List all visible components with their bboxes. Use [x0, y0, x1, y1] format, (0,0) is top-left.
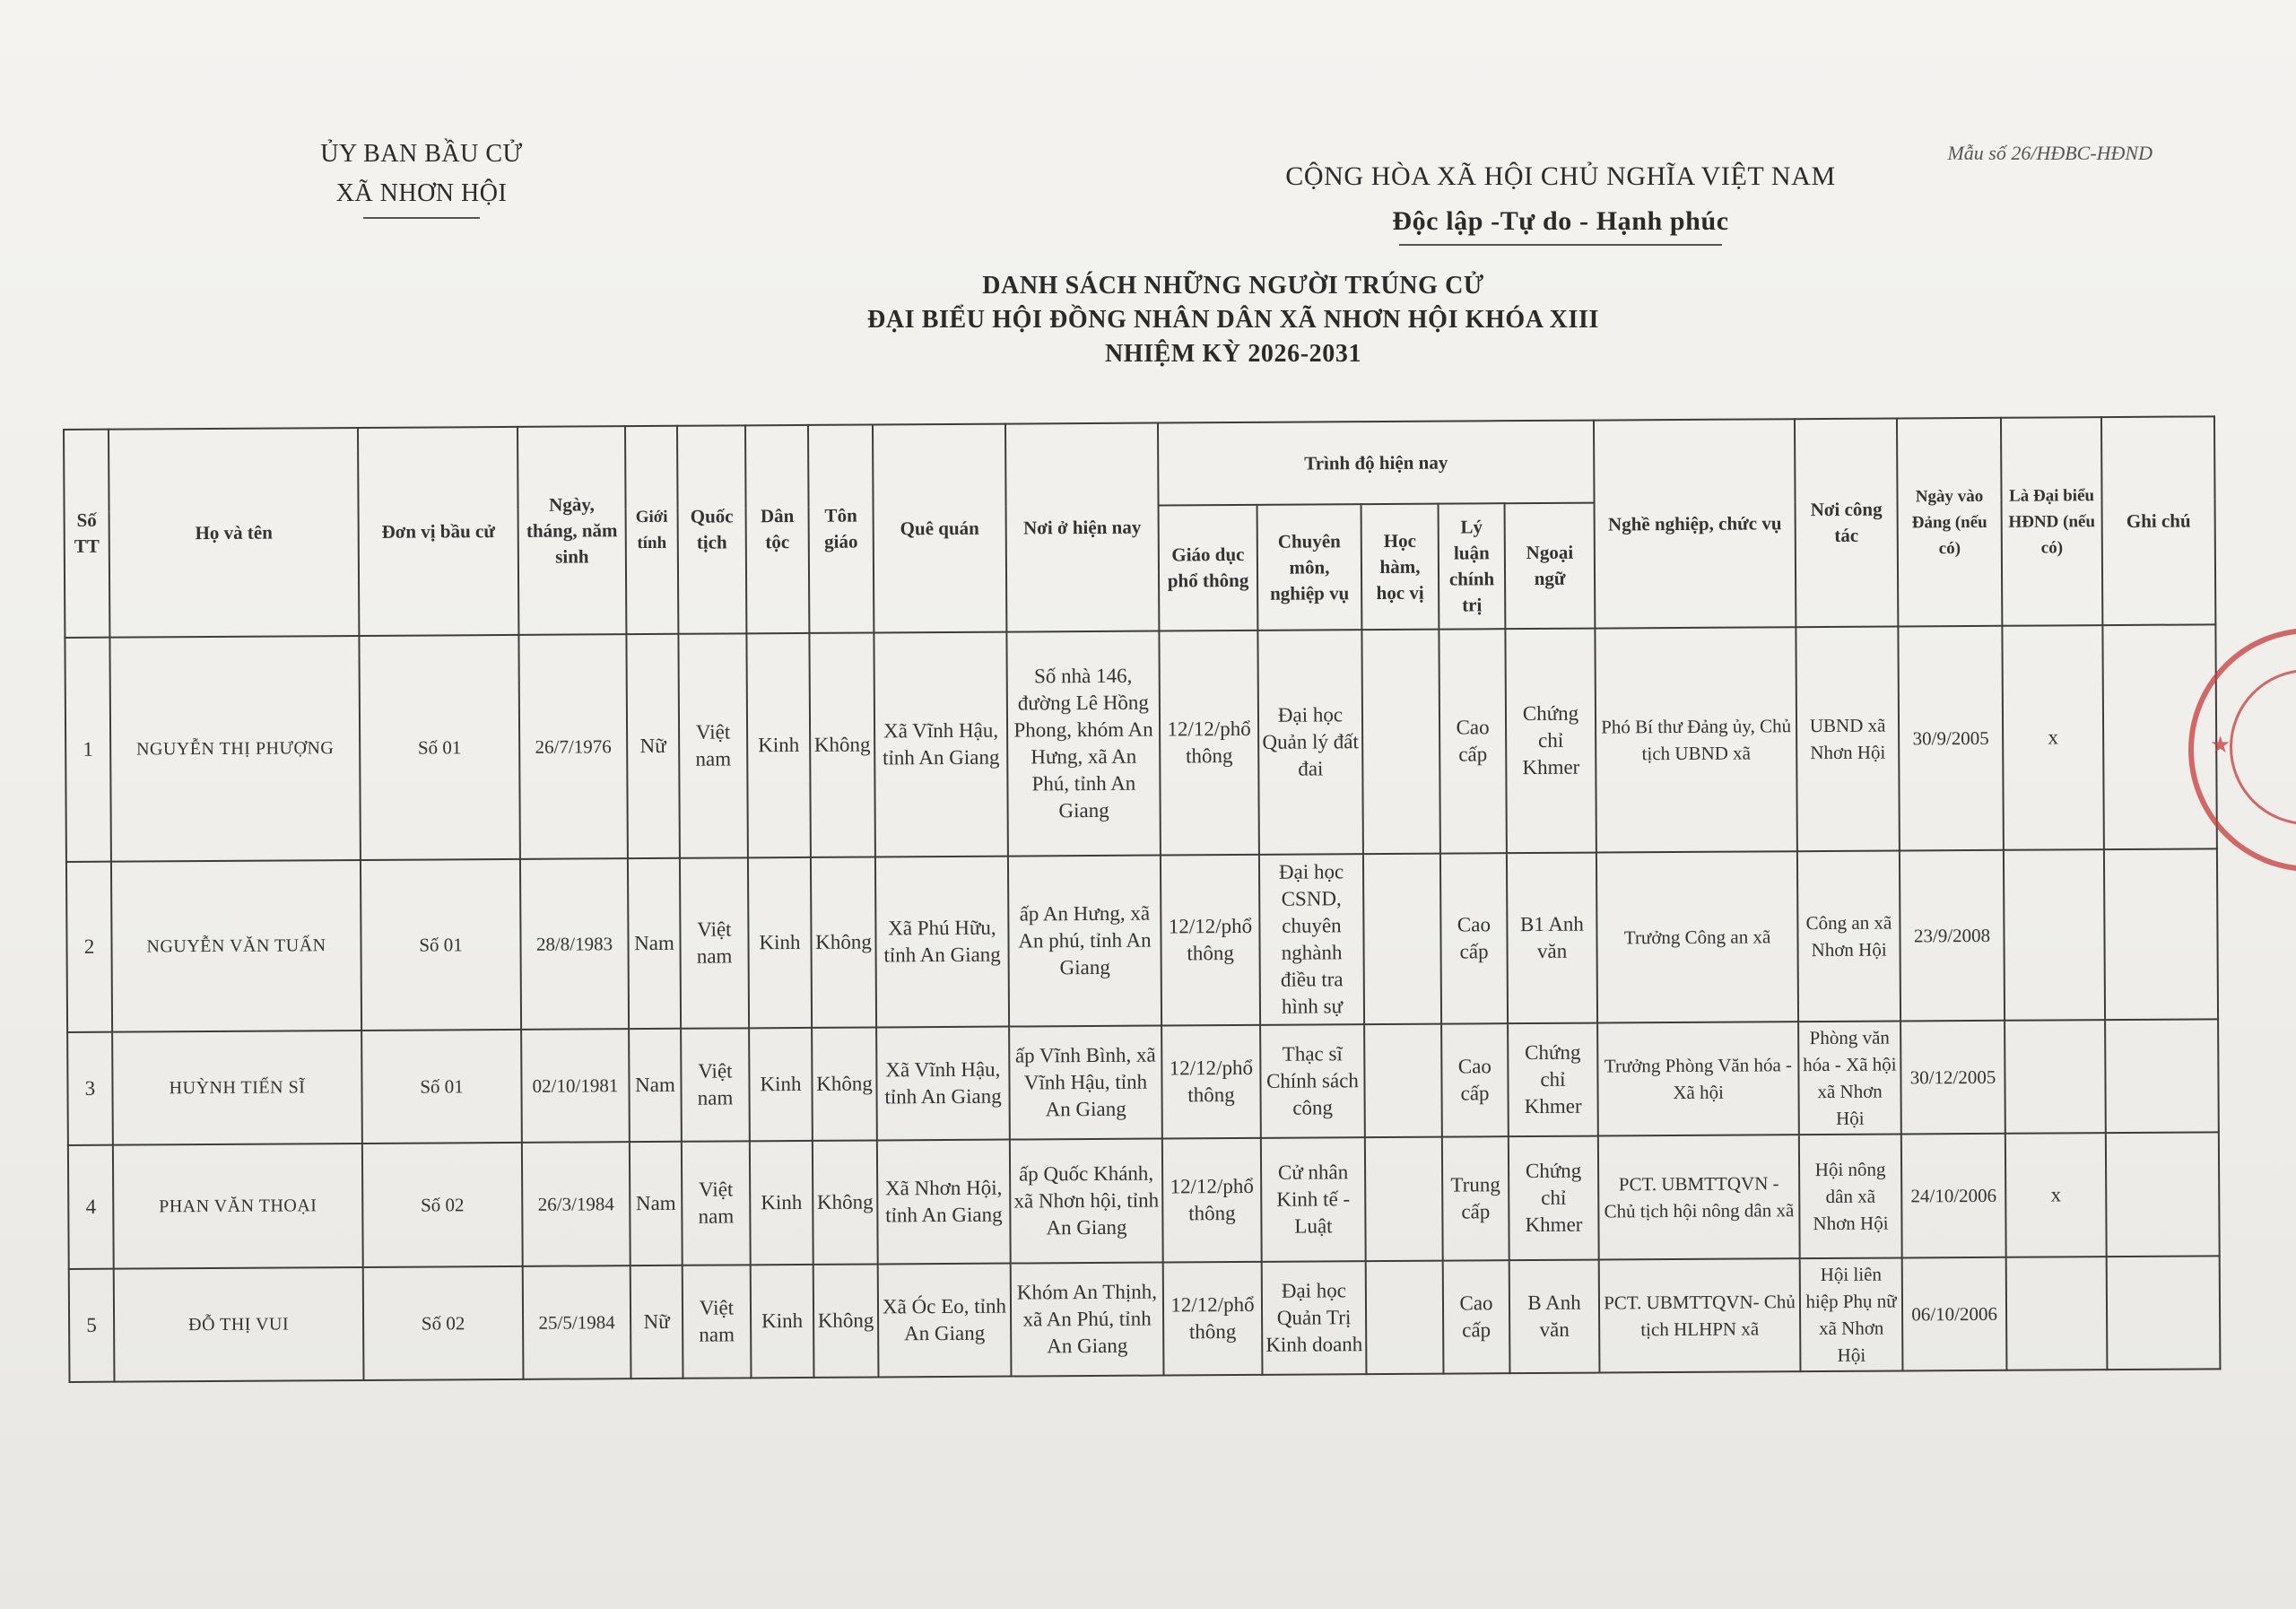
cell-note — [2104, 848, 2218, 1020]
cell-stt: 1 — [65, 638, 111, 862]
cell-hometown: Xã Vĩnh Hậu, tỉnh An Giang — [874, 632, 1008, 857]
cell-general-edu: 12/12/phổ thông — [1161, 1025, 1261, 1139]
motto-underline — [1399, 244, 1722, 246]
cell-gender: Nam — [629, 1029, 682, 1142]
cell-unit: Số 02 — [363, 1266, 524, 1380]
form-number: Mẫu số 26/HĐBC-HĐND — [1947, 142, 2152, 164]
cell-hdnd — [2006, 1257, 2108, 1370]
issuer-block — [269, 135, 574, 219]
cell-residence: ấp An Hưng, xã An phú, tỉnh An Giang — [1008, 856, 1161, 1027]
cell-hometown: Xã Vĩnh Hậu, tỉnh An Giang — [876, 1027, 1010, 1141]
cell-academic — [1366, 1261, 1444, 1375]
cell-unit: Số 01 — [361, 1030, 522, 1144]
cell-unit: Số 02 — [362, 1143, 523, 1267]
cell-ethnicity: Kinh — [746, 633, 811, 857]
cell-note — [2106, 1132, 2220, 1257]
seal-star-icon: ★ — [2210, 732, 2231, 758]
cell-occupation: PCT. UBMTTQVN- Chủ tịch HLHPN xã — [1599, 1258, 1801, 1372]
cell-unit: Số 01 — [359, 635, 520, 860]
cell-note — [2107, 1256, 2221, 1370]
cell-nationality: Việt nam — [678, 633, 748, 857]
cell-academic — [1363, 854, 1441, 1025]
cell-hometown: Xã Óc Eo, tỉnh An Giang — [878, 1264, 1012, 1378]
cell-party-date: 30/12/2005 — [1900, 1021, 2005, 1135]
cell-name: NGUYỄN VĂN TUẤN — [111, 860, 361, 1032]
title-line2: ĐẠI BIỂU HỘI ĐỒNG NHÂN DÂN XÃ NHƠN HỘI KHÓA XIII — [867, 306, 1599, 334]
cell-party-date: 23/9/2008 — [1900, 850, 2005, 1022]
cell-party-date: 30/9/2005 — [1898, 626, 2004, 851]
table-row — [66, 848, 2218, 1032]
cell-workplace: Hội nông dân xã Nhơn Hội — [1799, 1134, 1902, 1258]
cell-general-edu: 12/12/phổ thông — [1161, 855, 1260, 1026]
cell-dob: 25/5/1984 — [523, 1265, 631, 1379]
cell-gender: Nữ — [631, 1265, 683, 1379]
national-title: CỘNG HÒA XÃ HỘI CHỦ NGHĨA VIỆT NAM — [1285, 161, 1836, 191]
cell-academic — [1365, 1137, 1443, 1262]
cell-general-edu: 12/12/phổ thông — [1159, 631, 1259, 856]
cell-ethnicity: Kinh — [750, 1141, 813, 1265]
col-header-workplace: Nơi công tác — [1795, 419, 1898, 628]
cell-hdnd — [2005, 1020, 2106, 1134]
col-header-name: Họ và tên — [109, 428, 359, 638]
col-header-religion: Tôn giáo — [808, 424, 874, 632]
cell-political: Trung cấp — [1442, 1136, 1509, 1260]
col-header-dob: Ngày, tháng, năm sinh — [517, 426, 626, 635]
cell-gender: Nam — [628, 858, 681, 1029]
cell-dob: 26/7/1976 — [518, 634, 628, 859]
cell-ethnicity: Kinh — [749, 1028, 813, 1141]
cell-religion: Không — [813, 1264, 879, 1377]
cell-nationality: Việt nam — [681, 1028, 750, 1141]
issuer-line2: XÃ NHƠN HỘI — [335, 179, 508, 207]
col-header-residence: Nơi ở hiện nay — [1005, 423, 1159, 632]
col-header-nationality: Quốc tịch — [677, 425, 746, 633]
cell-dob: 02/10/1981 — [521, 1029, 630, 1143]
table-header-row — [64, 416, 2215, 512]
cell-religion: Không — [813, 1140, 878, 1264]
col-header-language: Ngoại ngữ — [1505, 503, 1596, 630]
cell-religion: Không — [812, 1027, 877, 1140]
cell-occupation: Trưởng Công an xã — [1596, 851, 1798, 1022]
col-header-general-edu: Giáo dục phổ thông — [1159, 505, 1258, 631]
cell-religion: Không — [809, 632, 875, 857]
cell-language: B1 Anh văn — [1507, 853, 1597, 1024]
cell-note — [2105, 1019, 2219, 1133]
cell-stt: 5 — [69, 1269, 115, 1382]
title-line1: DANH SÁCH NHỮNG NGƯỜI TRÚNG CỬ — [982, 272, 1484, 300]
col-header-academic: Học hàm, học vị — [1361, 504, 1439, 631]
cell-specialty: Đại học Quản lý đất đai — [1257, 630, 1363, 855]
cell-ethnicity: Kinh — [748, 857, 812, 1028]
issuer-underline — [363, 217, 480, 219]
cell-stt: 4 — [68, 1145, 114, 1269]
cell-hometown: Xã Nhơn Hội, tỉnh An Giang — [877, 1140, 1011, 1265]
cell-political: Cao cấp — [1441, 1023, 1509, 1136]
cell-residence: Số nhà 146, đường Lê Hồng Phong, khóm An Hưng, xã An Phú, tỉnh An Giang — [1006, 631, 1161, 857]
cell-name: ĐỖ THỊ VUI — [114, 1267, 364, 1382]
cell-hdnd: x — [2002, 625, 2104, 850]
cell-political: Cao cấp — [1439, 629, 1507, 853]
cell-party-date: 06/10/2006 — [1902, 1257, 2007, 1371]
cell-political: Cao cấp — [1440, 853, 1508, 1023]
cell-academic — [1361, 630, 1440, 855]
cell-nationality: Việt nam — [682, 1141, 751, 1265]
cell-specialty: Đại học Quản Trị Kinh doanh — [1262, 1261, 1367, 1375]
cell-specialty: Đại học CSND, chuyên nghành điều tra hình sự — [1259, 854, 1364, 1025]
cell-religion: Không — [811, 857, 876, 1027]
national-motto: Độc lập -Tự do - Hạnh phúc — [1392, 206, 1729, 236]
col-header-education-group: Trình độ hiện nay — [1158, 421, 1595, 506]
cell-language: Chứng chỉ Khmer — [1508, 1023, 1598, 1137]
cell-ethnicity: Kinh — [751, 1265, 814, 1378]
col-header-party-date: Ngày vào Đảng (nếu có) — [1897, 418, 2002, 627]
col-header-political: Lý luận chính trị — [1439, 503, 1506, 629]
cell-party-date: 24/10/2006 — [1901, 1134, 2006, 1258]
cell-language: Chứng chỉ Khmer — [1505, 629, 1596, 854]
seal-inner-ring — [2230, 669, 2296, 825]
cell-general-edu: 12/12/phổ thông — [1163, 1262, 1263, 1376]
cell-gender: Nam — [630, 1142, 683, 1265]
table-row — [68, 1132, 2220, 1269]
col-header-specialty: Chuyên môn, nghiệp vụ — [1257, 504, 1362, 631]
col-header-stt: Số TT — [64, 430, 109, 638]
document-title — [610, 269, 1857, 371]
cell-language: Chứng chỉ Khmer — [1509, 1136, 1599, 1261]
cell-occupation: Trưởng Phòng Văn hóa - Xã hội — [1597, 1022, 1799, 1135]
cell-stt: 2 — [66, 862, 112, 1032]
cell-occupation: Phó Bí thư Đảng ủy, Chủ tịch UBND xã — [1595, 627, 1797, 852]
cell-workplace: Công an xã Nhơn Hội — [1797, 850, 1900, 1022]
cell-general-edu: 12/12/phổ thông — [1162, 1138, 1262, 1263]
cell-name: NGUYỄN THỊ PHƯỢNG — [109, 636, 361, 862]
cell-specialty: Thạc sĩ Chính sách công — [1260, 1024, 1365, 1138]
cell-workplace: UBND xã Nhơn Hội — [1796, 627, 1900, 852]
cell-hometown: Xã Phú Hữu, tỉnh An Giang — [875, 857, 1009, 1028]
col-header-hometown: Quê quán — [873, 424, 1006, 633]
col-header-unit: Đơn vị bầu cử — [358, 427, 518, 636]
cell-hdnd: x — [2005, 1133, 2107, 1257]
issuer-line1: ỦY BAN BẦU CỬ — [320, 140, 523, 168]
cell-nationality: Việt nam — [683, 1265, 752, 1378]
cell-residence: ấp Quốc Khánh, xã Nhơn hội, tỉnh An Giang — [1010, 1139, 1163, 1264]
col-header-gender: Giới tính — [625, 426, 678, 634]
cell-language: B Anh văn — [1509, 1260, 1600, 1374]
table-row — [69, 1256, 2221, 1382]
col-header-hdnd: Là Đại biểu HĐND (nếu có) — [2001, 417, 2102, 626]
col-header-occupation: Nghề nghiệp, chức vụ — [1594, 419, 1796, 628]
cell-hdnd — [2004, 849, 2105, 1021]
col-header-ethnicity: Dân tộc — [745, 425, 809, 633]
cell-name: PHAN VĂN THOẠI — [113, 1144, 363, 1269]
cell-workplace: Phòng văn hóa - Xã hội xã Nhơn Hội — [1798, 1021, 1901, 1135]
cell-residence: ấp Vĩnh Bình, xã Vĩnh Hậu, tỉnh An Giang — [1009, 1026, 1162, 1140]
table-row — [67, 1019, 2219, 1145]
cell-academic — [1364, 1024, 1442, 1138]
col-header-note: Ghi chú — [2101, 416, 2215, 625]
cell-dob: 28/8/1983 — [520, 858, 629, 1030]
cell-dob: 26/3/1984 — [522, 1142, 631, 1266]
cell-occupation: PCT. UBMTTQVN - Chủ tịch hội nông dân xã — [1598, 1135, 1800, 1259]
elected-delegates-table — [63, 415, 2222, 1383]
cell-workplace: Hội liên hiệp Phụ nữ xã Nhơn Hội — [1800, 1257, 1903, 1371]
title-line3: NHIỆM KỲ 2026-2031 — [1104, 340, 1362, 368]
cell-political: Cao cấp — [1443, 1260, 1510, 1373]
national-motto-block — [1220, 154, 1901, 246]
cell-name: HUỲNH TIẾN SĨ — [112, 1031, 362, 1145]
cell-gender: Nữ — [626, 634, 680, 858]
cell-stt: 3 — [67, 1032, 113, 1145]
cell-nationality: Việt nam — [680, 857, 749, 1028]
table-row — [65, 624, 2217, 862]
cell-specialty: Cử nhân Kinh tế - Luật — [1261, 1137, 1366, 1262]
cell-unit: Số 01 — [361, 859, 521, 1031]
cell-residence: Khóm An Thịnh, xã An Phú, tỉnh An Giang — [1011, 1263, 1164, 1377]
